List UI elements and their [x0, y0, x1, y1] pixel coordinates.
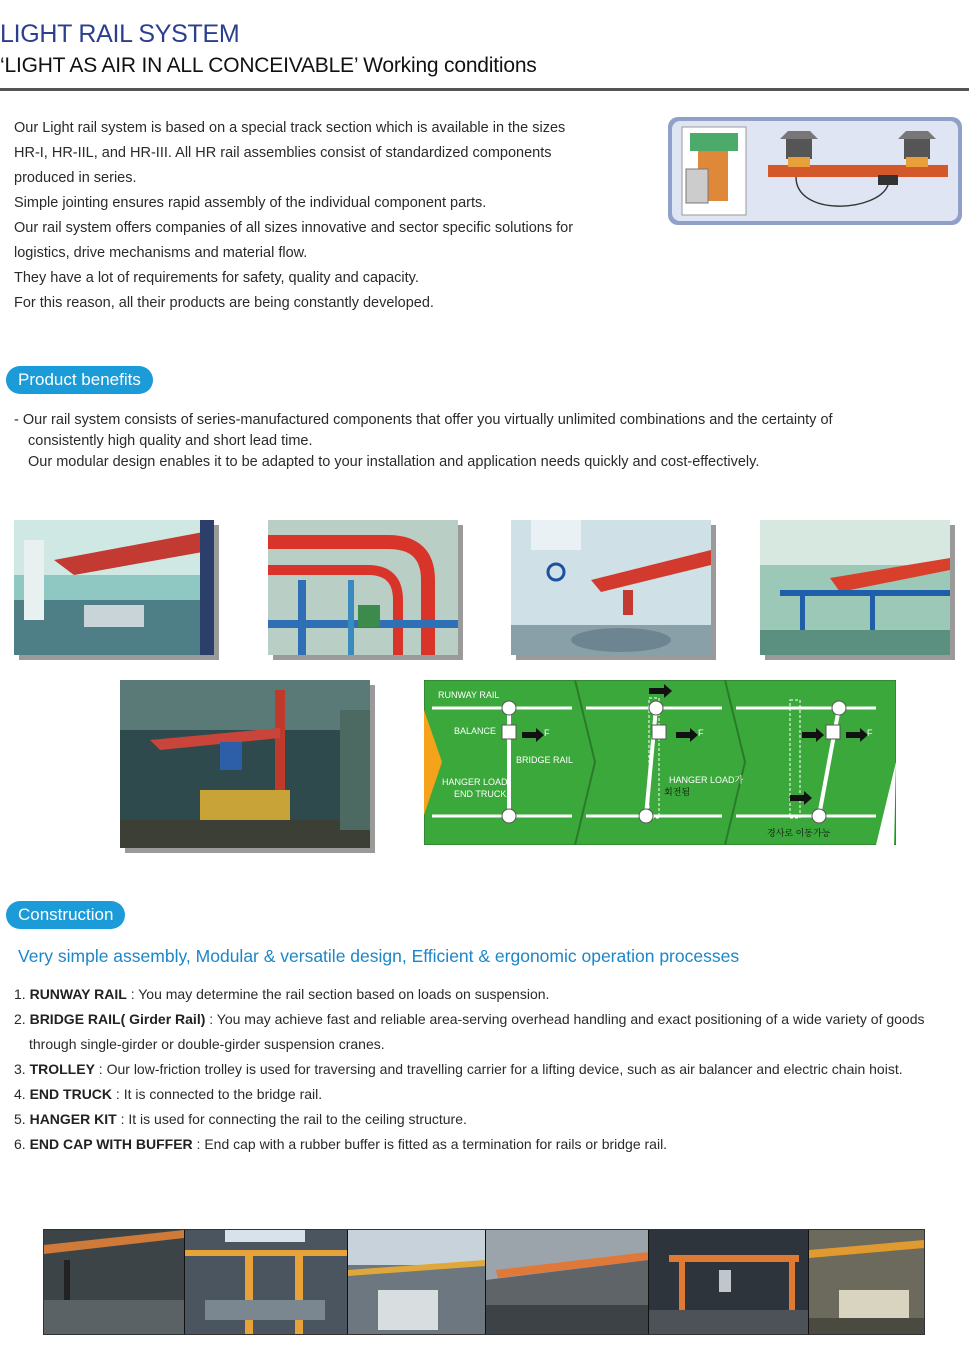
- list-item: 2. BRIDGE RAIL( Girder Rail) : You may achieve fast and reliable area-serving overhead handling and exact positioning of a wide variety of goods: [14, 1011, 925, 1027]
- intro-line: For this reason, all their products are being constantly developed.: [14, 295, 434, 311]
- photo-strip: [43, 1229, 925, 1335]
- diagram-label-balance: BALANCE: [454, 726, 497, 736]
- strip-photo-1: [44, 1230, 185, 1334]
- list-item: 5. HANGER KIT : It is used for connecting the rail to the ceiling structure.: [14, 1111, 467, 1127]
- header-divider: [0, 88, 969, 91]
- intro-line: Simple jointing ensures rapid assembly of the individual component parts.: [14, 195, 487, 211]
- intro-line: produced in series.: [14, 170, 137, 186]
- strip-photo-5: [649, 1230, 810, 1334]
- installation-photo-3: [511, 520, 711, 655]
- intro-line: HR-I, HR-IIL, and HR-III. All HR rail assemblies consist of standardized components: [14, 145, 552, 161]
- diagram-label-rotated: 회전됨: [664, 787, 691, 797]
- installation-photo-1: [14, 520, 214, 655]
- intro-line: They have a lot of requirements for safety, quality and capacity.: [14, 270, 419, 286]
- list-item: 4. END TRUCK : It is connected to the bridge rail.: [14, 1086, 323, 1102]
- construction-heading: Construction: [6, 901, 125, 929]
- intro-line: Our Light rail system is based on a special track section which is available in the sizes: [14, 120, 566, 136]
- installation-photo-4: [760, 520, 950, 655]
- strip-photo-3: [348, 1230, 486, 1334]
- strip-photo-6: [809, 1230, 924, 1334]
- construction-subheading: Very simple assembly, Modular & versatile design, Efficient & ergonomic operation processes: [18, 946, 740, 966]
- bridge-rail-diagram: [424, 680, 896, 845]
- page-title: LIGHT RAIL SYSTEM: [0, 20, 240, 48]
- page-subtitle: ‘LIGHT AS AIR IN ALL CONCEIVABLE’ Working conditions: [0, 54, 537, 77]
- diagram-label-incline: 경사로 이동가능: [767, 828, 831, 838]
- diagram-label-force: F: [867, 728, 873, 738]
- intro-text: [14, 116, 654, 316]
- product-benefits-heading: Product benefits: [6, 366, 153, 394]
- list-item-continuation: through single-girder or double-girder suspension cranes.: [29, 1036, 385, 1052]
- list-item: 3. TROLLEY : Our low-friction trolley is used for traversing and travelling carrier for a lifting device, such as air balancer and electric chain hoist.: [14, 1061, 903, 1077]
- benefits-line: Our modular design enables it to be adapted to your installation and application needs quickly and cost-effectively.: [28, 454, 760, 470]
- benefits-text: [14, 410, 944, 473]
- benefits-line: - Our rail system consists of series-manufactured components that offer you virtually unlimited combinations and the certainty of: [14, 412, 833, 428]
- strip-photo-2: [185, 1230, 349, 1334]
- intro-line: Our rail system offers companies of all sizes innovative and sector specific solutions for: [14, 220, 574, 236]
- diagram-label-force: F: [698, 728, 704, 738]
- strip-photo-4: [486, 1230, 649, 1334]
- installation-photo-2: [268, 520, 458, 655]
- installation-photo-5: [120, 680, 370, 848]
- diagram-label-hanger-load-rotated: HANGER LOAD가: [669, 775, 744, 785]
- construction-list: [14, 982, 954, 1157]
- diagram-label-hanger-load: HANGER LOAD: [442, 777, 508, 787]
- list-item: 1. RUNWAY RAIL : You may determine the rail section based on loads on suspension.: [14, 986, 550, 1002]
- list-item: 6. END CAP WITH BUFFER : End cap with a rubber buffer is fitted as a termination for rails or bridge rail.: [14, 1136, 668, 1152]
- intro-line: logistics, drive mechanisms and material flow.: [14, 245, 308, 261]
- diagram-label-force: F: [544, 728, 550, 738]
- benefits-line: consistently high quality and short lead time.: [28, 433, 313, 449]
- diagram-label-end-truck: END TRUCK: [454, 789, 507, 799]
- diagram-label-bridge-rail: BRIDGE RAIL: [516, 755, 574, 765]
- diagram-label-runway-rail: RUNWAY RAIL: [438, 690, 500, 700]
- product-rail-image: [668, 117, 962, 225]
